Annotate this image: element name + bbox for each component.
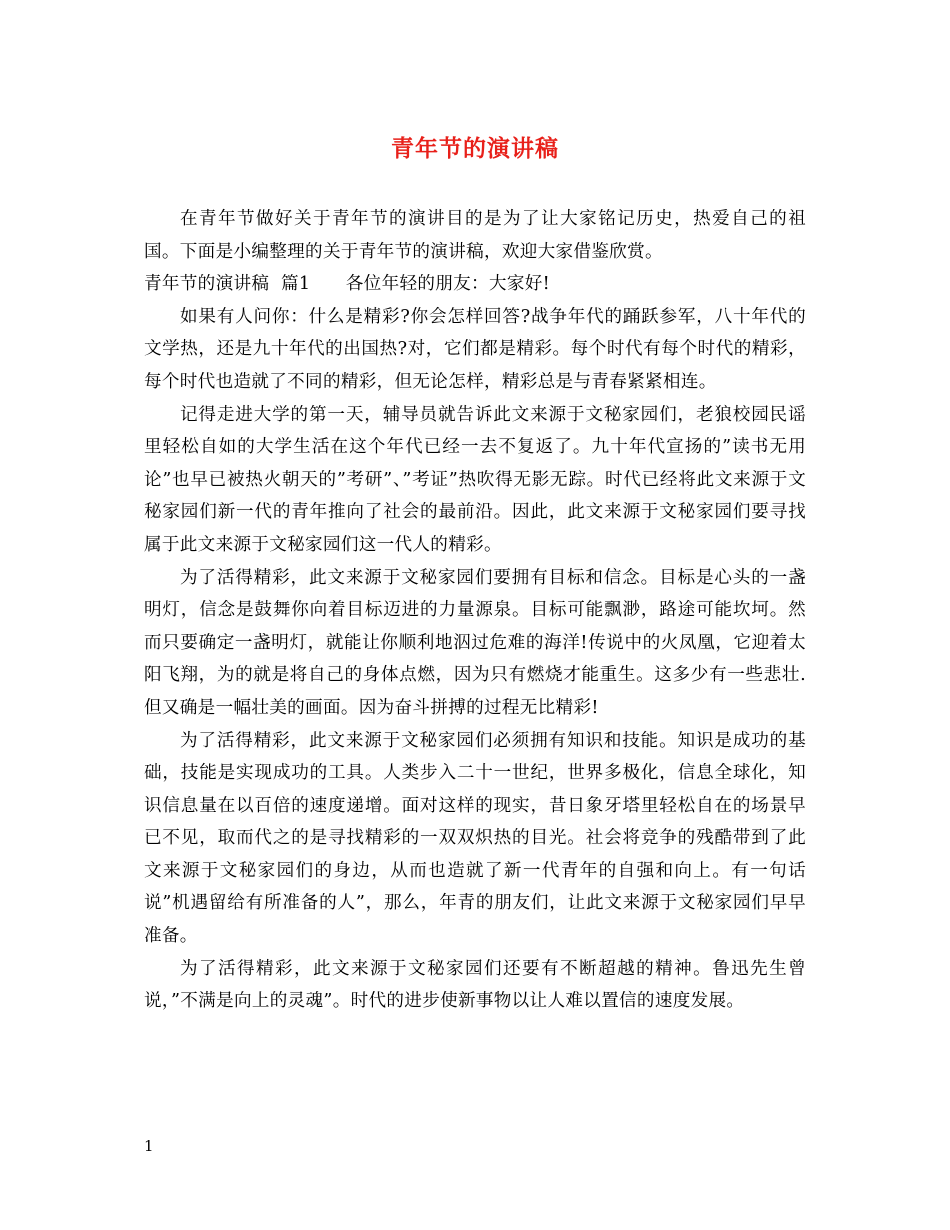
body-paragraph-1: 如果有人问你：什么是精彩?你会怎样回答?战争年代的踊跃参军，八十年代的文学热，还是九十年代的出国热?对，它们都是精彩。每个时代有每个时代的精彩，每个时代也造就了不同的精彩，但无论怎样，精彩总是与青春紧紧相连。 (144, 306, 806, 392)
intro-paragraph: 在青年节做好关于青年节的演讲目的是为了让大家铭记历史，热爱自己的祖国。下面是小编整理的关于青年节的演讲稿，欢迎大家借鉴欣赏。 (144, 209, 806, 262)
section-heading: 青年节的演讲稿 篇1 各位年轻的朋友：大家好! (144, 274, 550, 295)
body-paragraph-5: 为了活得精彩，此文来源于文秘家园们还要有不断超越的精神。鲁迅先生曾说，”不满是向上的灵魂”。时代的进步使新事物以让人难以置信的速度发展。 (144, 958, 806, 1012)
body-paragraph-4: 为了活得精彩，此文来源于文秘家园们必须拥有知识和技能。知识是成功的基础，技能是实现成功的工具。人类步入二十一世纪，世界多极化，信息全球化，知识信息量在以百倍的速度递增。面对这样的现实，昔日象牙塔里轻松自在的场景早已不见，取而代之的是寻找精彩的一双双炽热的目光。社会将竞争的残酷带到了此文来源于文秘家园们的身边，从而也造就了新一代青年的自强和向上。有一句话说”机遇留给有所准备的人”，那么，年青的朋友们，让此文来源于文秘家园们早早准备。 (144, 730, 806, 947)
body-paragraph-2: 记得走进大学的第一天，辅导员就告诉此文来源于文秘家园们，老狼校园民谣里轻松自如的大学生活在这个年代已经一去不复返了。九十年代宣扬的”读书无用论”也早已被热火朝天的”考研”、”考证”热吹得无影无踪。时代已经将此文来源于文秘家园们新一代的青年推向了社会的最前沿。因此，此文来源于文秘家园们要寻找属于此文来源于文秘家园们这一代人的精彩。 (144, 404, 806, 555)
document-body (144, 203, 806, 1018)
body-paragraph-3: 为了活得精彩，此文来源于文秘家园们要拥有目标和信念。目标是心头的一盏明灯，信念是鼓舞你向着目标迈进的力量源泉。目标可能飘渺，路途可能坎坷。然而只要确定一盏明灯，就能让你顺利地泅过危难的海洋!传说中的火凤凰，它迎着太阳飞翔，为的就是将自己的身体点燃，因为只有燃烧才能重生。这多少有一些悲壮.但又确是一幅壮美的画面。因为奋斗拼搏的过程无比精彩! (144, 567, 806, 718)
page-number: 1 (144, 1137, 154, 1155)
document-title: 青年节的演讲稿 (391, 135, 559, 162)
